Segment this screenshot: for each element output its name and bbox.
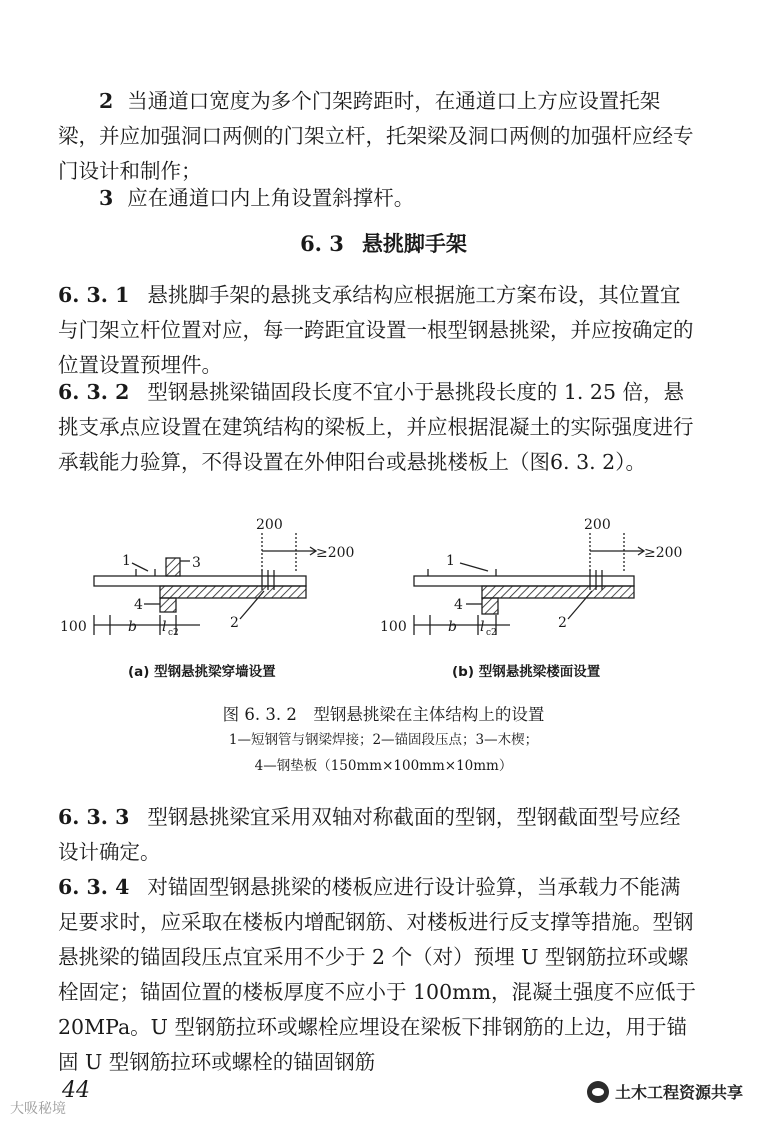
clause-6-3-1: [58, 278, 698, 383]
label-1: 1: [122, 553, 131, 569]
watermark-right: [587, 1080, 743, 1103]
item-number: 2: [99, 89, 114, 113]
label-2: 2: [230, 615, 239, 631]
clause-number: 6. 3. 2: [58, 380, 130, 404]
watermark-left: [10, 1098, 66, 1118]
item-number: 3: [99, 186, 114, 210]
steel-beam-b: [414, 576, 634, 586]
item-2-paragraph: [58, 84, 698, 189]
diagram-a-labels: [60, 517, 354, 638]
label-2: 2: [558, 615, 567, 631]
dim-100: 100: [60, 619, 87, 635]
watermark-right-text: 土木工程资源共享: [614, 1083, 743, 1102]
section-heading: [0, 228, 767, 258]
floor-slab-b: [482, 586, 634, 598]
subcaption-b: (b) 型钢悬挑梁楼面设置: [452, 664, 601, 680]
subcaption-a: (a) 型钢悬挑梁穿墙设置: [128, 664, 276, 680]
dim-lc-sub: c2: [486, 628, 497, 638]
figure-legend-line-2: 4—钢垫板（150mm×100mm×10mm）: [254, 758, 513, 774]
dim-200: 200: [256, 517, 283, 533]
diagram-b-labels: [380, 517, 682, 638]
clause-number: 6. 3. 3: [58, 805, 130, 829]
figure-drawing: [40, 515, 730, 655]
item-text: 应在通道口内上角设置斜撑杆。: [127, 186, 415, 210]
section-number: 6. 3: [300, 231, 344, 256]
clause-number: 6. 3. 1: [58, 283, 130, 307]
label-1: 1: [446, 553, 455, 569]
wood-wedge: [166, 558, 180, 576]
dim-ge200: ≥200: [644, 545, 683, 561]
clause-6-3-2: [58, 375, 698, 480]
clause-number: 6. 3. 4: [58, 875, 130, 899]
clause-text: 悬挑脚手架的悬挑支承结构应根据施工方案布设，其位置宜与门架立杆位置对应，每一跨距宜设置一根型钢悬挑梁，并应按确定的位置设置预埋件。: [58, 283, 694, 377]
label-4: 4: [454, 597, 463, 613]
dim-lc: l: [162, 619, 167, 635]
wall-a: [160, 598, 176, 612]
clause-6-3-4: [58, 870, 698, 1080]
dim-200: 200: [584, 517, 611, 533]
label-4: 4: [134, 597, 143, 613]
dim-100: 100: [380, 619, 407, 635]
watermark-left-text: 大吸秘境: [10, 1101, 66, 1117]
section-title: 悬挑脚手架: [361, 232, 467, 256]
dim-ge200: ≥200: [316, 545, 355, 561]
figure-caption: 图 6. 3. 2 型钢悬挑梁在主体结构上的设置: [222, 705, 545, 724]
dim-lc: l: [480, 619, 485, 635]
page-number: 44: [62, 1078, 90, 1103]
label-3: 3: [192, 555, 201, 571]
item-3-paragraph: [58, 181, 698, 216]
dim-lc-sub: c2: [168, 628, 179, 638]
item-text: 当通道口宽度为多个门架跨距时，在通道口上方应设置托架梁，并应加强洞口两侧的门架立杆，托架梁及洞口两侧的加强杆应经专门设计和制作；: [58, 89, 694, 183]
floor-slab-a: [160, 586, 306, 598]
clause-text: 型钢悬挑梁锚固段长度不宜小于悬挑段长度的 1. 25 倍，悬挑支承点应设置在建筑结构的梁板上，并应根据混凝土的实际强度进行承载能力验算，不得设置在外伸阳台或悬挑楼板上（图6. 3. 2）。: [58, 380, 694, 474]
dim-b: b: [448, 619, 457, 635]
clause-text: 型钢悬挑梁宜采用双轴对称截面的型钢，型钢截面型号应经设计确定。: [58, 805, 681, 864]
figure-legend-line-1: 1—短钢管与钢梁焊接；2—锚固段压点；3—木楔；: [228, 732, 539, 748]
clause-text: 对锚固型钢悬挑梁的楼板应进行设计验算，当承载力不能满足要求时，应采取在楼板内增配钢筋、对楼板进行反支撑等措施。型钢悬挑梁的锚固段压点宜采用不少于 2 个（对）预埋 U 型钢筋拉环或螺栓固定；锚固位置的楼板厚度不应小于 100mm，混凝土强度不应低于 20MPa。U 型钢筋拉环或螺栓应埋设在梁板下排钢筋的上边，用于锚固 U 型钢筋拉环或螺栓的锚固钢筋: [58, 875, 697, 1074]
edge-beam-b: [482, 598, 498, 614]
clause-6-3-3: [58, 800, 698, 870]
wechat-icon: [587, 1081, 609, 1103]
dim-b: b: [128, 619, 137, 635]
